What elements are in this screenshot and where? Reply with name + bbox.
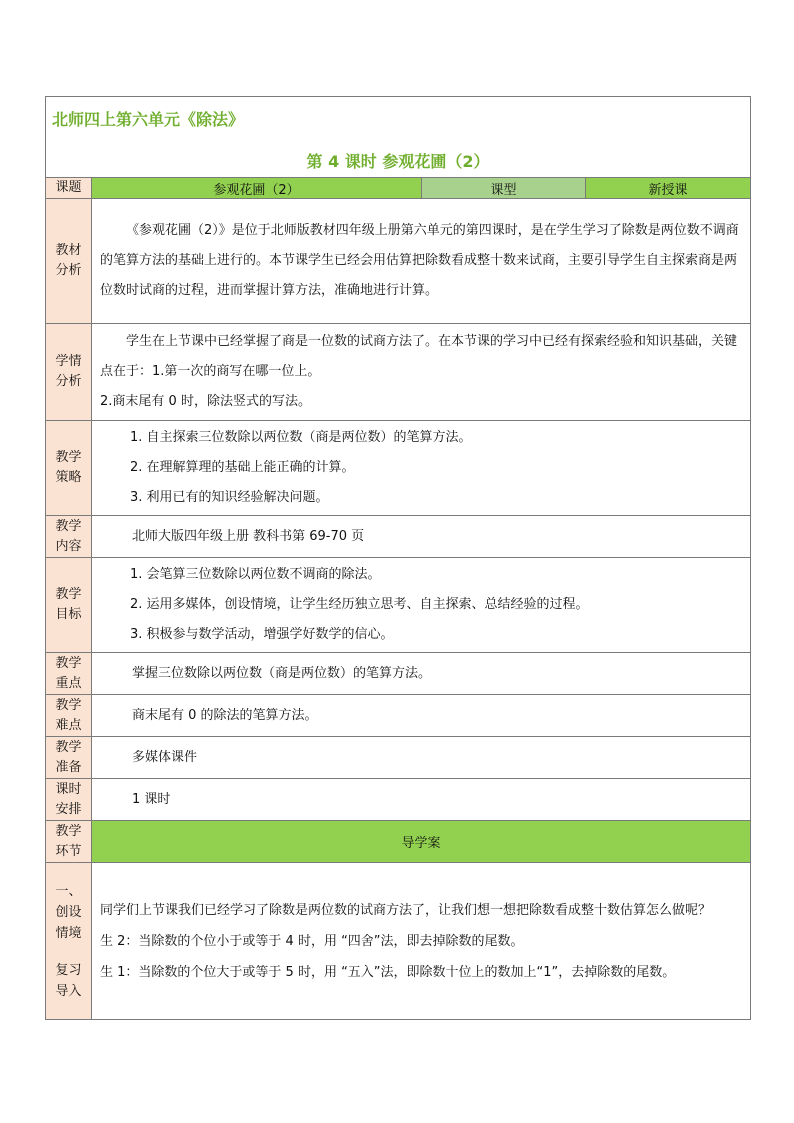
student-analysis-label: 学情 分析	[46, 324, 92, 421]
textbook-analysis-text: 《参观花圃（2）》是位于北师版教材四年级上册第六单元的第四课时，是在学生学习了除数是两位数不调商的笔算方法的基础上进行的。本节课学生已经会用估算把除数看成整十数来试商，主要引导学生自主探索商是两位数时试商的过程，进而掌握计算方法，准确地进行计算。	[92, 199, 751, 324]
difficulty-text: 商末尾有 0 的除法的笔算方法。	[92, 695, 751, 737]
teaching-strategy-label: 教学 策略	[46, 421, 92, 516]
teaching-strategy-list	[92, 421, 751, 516]
list-item: 3. 积极参与数学活动，增强学好数学的信心。	[130, 627, 394, 642]
lesson-plan-table	[45, 96, 751, 1020]
teaching-content-text: 北师大版四年级上册 教科书第 69-70 页	[92, 516, 751, 558]
stage-header-label: 教学 环节	[46, 821, 92, 863]
difficulty-label: 教学 难点	[46, 695, 92, 737]
student-analysis-text: 学生在上节课中已经掌握了商是一位数的试商方法了。在本节课的学习中已经有探索经验和知识基础，关键点在于：1.第一次的商写在哪一位上。 2.商末尾有 0 时，除法竖式的写法。	[92, 324, 751, 421]
preparation-label: 教学 准备	[46, 737, 92, 779]
list-item: 1. 自主探索三位数除以两位数（商是两位数）的笔算方法。	[130, 430, 472, 445]
title-cell	[46, 97, 751, 178]
textbook-analysis-label: 教材 分析	[46, 199, 92, 324]
teaching-content-label: 教学 内容	[46, 516, 92, 558]
schedule-label: 课时 安排	[46, 779, 92, 821]
lesson-subtitle: 第 4 课时 参观花圃（2）	[306, 152, 490, 171]
list-item: 2. 运用多媒体，创设情境，让学生经历独立思考、自主探索、总结经验的过程。	[130, 597, 589, 612]
stage1-content	[92, 863, 751, 1020]
topic-value: 参观花圃（2）	[92, 178, 422, 199]
preparation-text: 多媒体课件	[92, 737, 751, 779]
student-answer-1: 生 1：当除数的个位大于或等于 5 时，用 “五入”法，即除数十位上的数加上“1”，去掉除数的尾数。	[100, 964, 676, 980]
teaching-goals-list	[92, 558, 751, 653]
lesson-type-value: 新授课	[586, 178, 751, 199]
guided-learning-header: 导学案	[92, 821, 751, 863]
document-title: 北师四上第六单元《除法》	[52, 110, 245, 129]
teaching-goals-label: 教学 目标	[46, 558, 92, 653]
schedule-text: 1 课时	[92, 779, 751, 821]
lesson-type-label: 课型	[422, 178, 586, 199]
topic-label: 课题	[46, 178, 92, 199]
list-item: 1. 会笔算三位数除以两位数不调商的除法。	[130, 567, 381, 582]
stage1-label: 一、 创设 情境 复习 导入	[46, 863, 92, 1020]
key-point-text: 掌握三位数除以两位数（商是两位数）的笔算方法。	[92, 653, 751, 695]
list-item: 3. 利用已有的知识经验解决问题。	[130, 490, 329, 505]
student-answer-2: 生 2：当除数的个位小于或等于 4 时，用 “四舍”法，即去掉除数的尾数。	[100, 933, 524, 949]
key-point-label: 教学 重点	[46, 653, 92, 695]
intro-question: 同学们上节课我们已经学习了除数是两位数的试商方法了，让我们想一想把除数看成整十数估算怎么做呢？	[100, 902, 712, 918]
list-item: 2. 在理解算理的基础上能正确的计算。	[130, 460, 355, 475]
